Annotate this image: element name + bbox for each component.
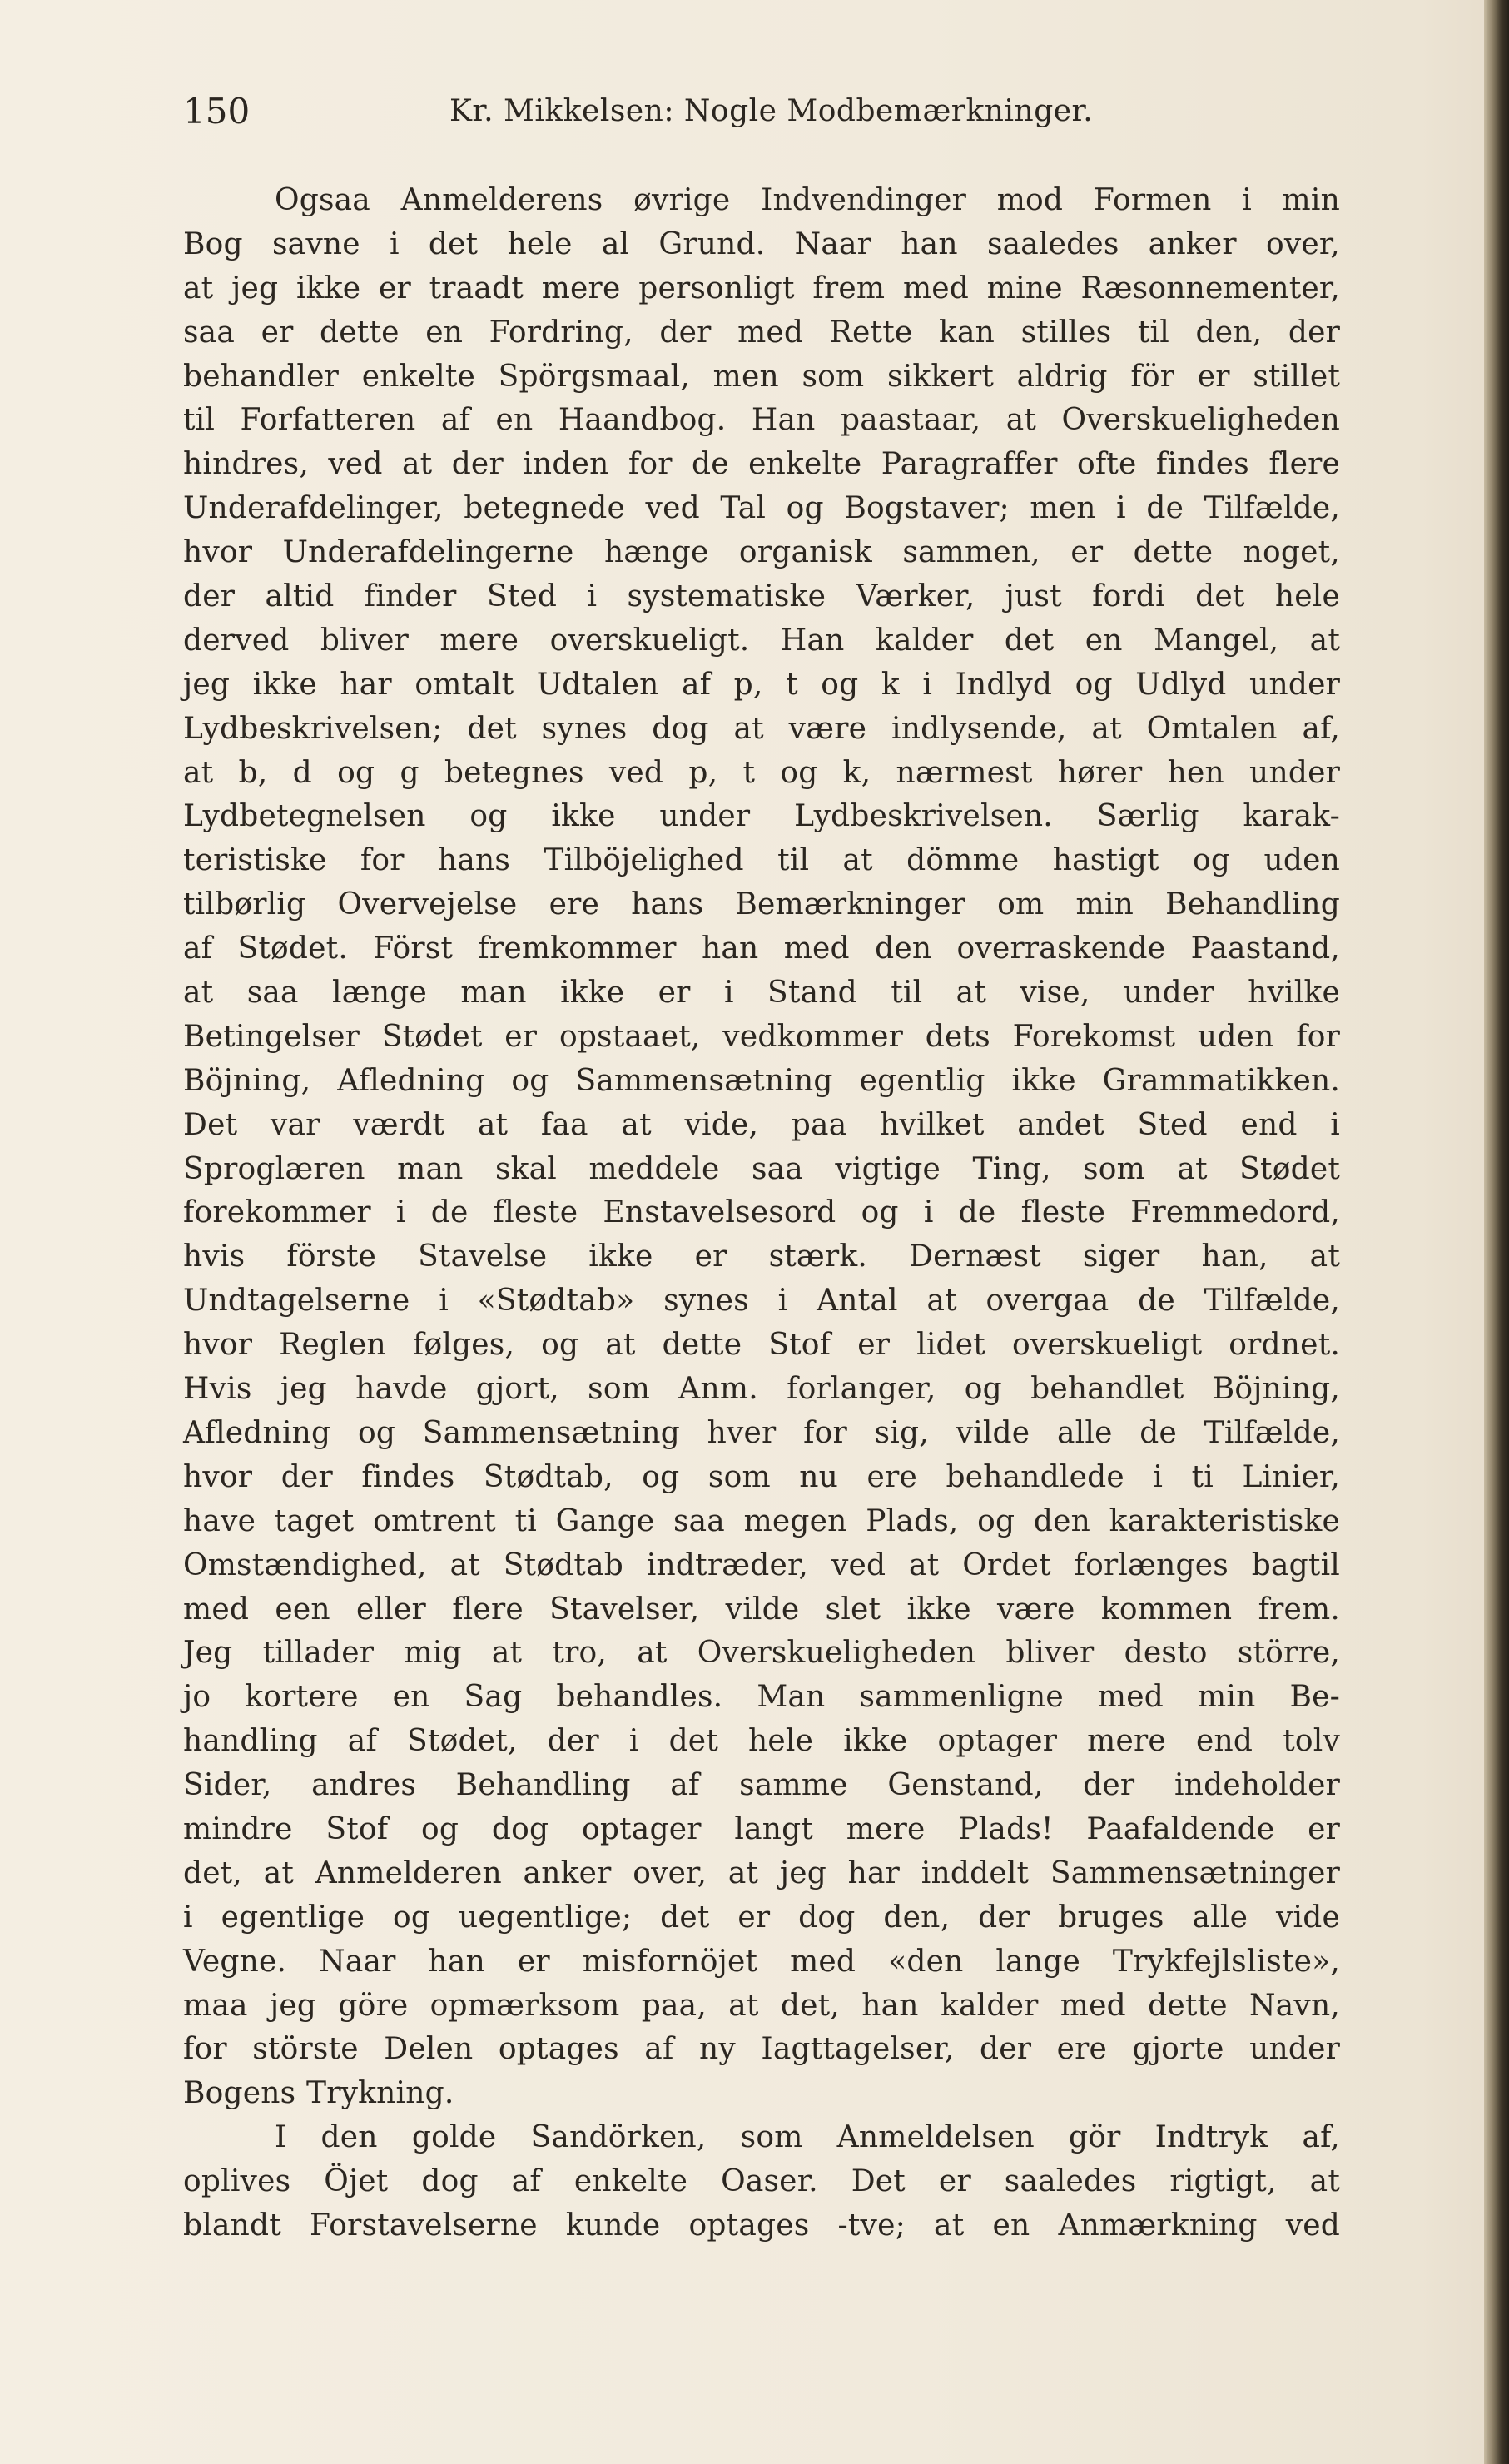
text-line: Sproglæren man skal meddele saa vigtige Ting, som at Stødet — [183, 1151, 1340, 1186]
text-line: det, at Anmelderen anker over, at jeg har inddelt Sammensætninger — [183, 1855, 1340, 1890]
text-line: Omstændighed, at Stødtab indtræder, ved at Ordet forlænges bagtil — [183, 1547, 1340, 1582]
text-line: jo kortere en Sag behandles. Man sammenligne med min Be- — [183, 1680, 1340, 1715]
text-line: I den golde Sandörken, som Anmeldelsen gör Indtryk af, — [275, 2120, 1340, 2155]
text-line: Det var værdt at faa at vide, paa hvilket andet Sted end i — [183, 1107, 1340, 1142]
text-line: hvis förste Stavelse ikke er stærk. Dernæst siger han, at — [183, 1239, 1340, 1274]
text-line: Sider, andres Behandling af samme Genstand, der indeholder — [183, 1768, 1340, 1803]
text-line: Böjning, Afledning og Sammensætning egentlig ikke Grammatikken. — [183, 1063, 1340, 1098]
text-line: Ogsaa Anmelderens øvrige Indvendinger mod Formen i min — [275, 183, 1340, 217]
text-line: hvor Reglen følges, og at dette Stof er lidet overskueligt ordnet. — [183, 1328, 1340, 1363]
text-line: Hvis jeg havde gjort, som Anm. forlanger, og behandlet Böjning, — [183, 1372, 1340, 1407]
text-line: med een eller flere Stavelser, vilde slet ikke være kommen frem. — [183, 1592, 1340, 1627]
text-line: at b, d og g betegnes ved p, t og k, nærmest hører hen under — [183, 755, 1340, 790]
paragraph — [183, 2116, 1340, 2248]
page-header — [183, 87, 1357, 137]
body-text — [183, 179, 1340, 2248]
text-line: hindres, ved at der inden for de enkelte Paragraffer ofte findes flere — [183, 447, 1340, 482]
page-edge-shadow — [1484, 0, 1509, 2464]
page-number: 150 — [183, 91, 251, 132]
text-line: hvor Underafdelingerne hænge organisk sammen, er dette noget, — [183, 535, 1340, 570]
text-line: mindre Stof og dog optager langt mere Plads! Paafaldende er — [183, 1811, 1340, 1846]
text-line: Jeg tillader mig at tro, at Overskueligheden bliver desto större, — [183, 1636, 1340, 1671]
text-line: oplives Öjet dog af enkelte Oaser. Det er saaledes rigtigt, at — [183, 2164, 1340, 2199]
text-line: til Forfatteren af en Haandbog. Han paastaar, at Overskueligheden — [183, 403, 1340, 438]
text-line: Betingelser Stødet er opstaaet, vedkommer dets Forekomst uden for — [183, 1019, 1340, 1054]
text-line: maa jeg göre opmærksom paa, at det, han kalder med dette Navn, — [183, 1988, 1340, 2023]
text-line: Bogens Trykning. — [183, 2076, 454, 2111]
text-line: teristiske for hans Tilböjelighed til at dömme hastigt og uden — [183, 843, 1340, 878]
text-line: derved bliver mere overskueligt. Han kalder det en Mangel, at — [183, 623, 1340, 658]
text-line: Lydbetegnelsen og ikke under Lydbeskrivelsen. Særlig karak- — [183, 799, 1340, 834]
text-line: saa er dette en Fordring, der med Rette kan stilles til den, der — [183, 315, 1340, 350]
text-line: Undtagelserne i «Stødtab» synes i Antal at overgaa de Tilfælde, — [183, 1284, 1340, 1319]
text-line: at saa længe man ikke er i Stand til at vise, under hvilke — [183, 976, 1340, 1011]
text-line: forekommer i de fleste Enstavelsesord og i de fleste Fremmedord, — [183, 1195, 1340, 1230]
text-line: for störste Delen optages af ny Iagttagelser, der ere gjorte under — [183, 2032, 1340, 2067]
text-line: blandt Forstavelserne kunde optages -tve; at en Anmærkning ved — [183, 2208, 1340, 2243]
text-line: hvor der findes Stødtab, og som nu ere behandlede i ti Linier, — [183, 1459, 1340, 1494]
text-line: have taget omtrent ti Gange saa megen Plads, og den karakteristiske — [183, 1503, 1340, 1538]
text-line: Underafdelinger, betegnede ved Tal og Bogstaver; men i de Tilfælde, — [183, 491, 1340, 526]
text-line: i egentlige og uegentlige; det er dog den, der bruges alle vide — [183, 1900, 1340, 1935]
text-line: Afledning og Sammensætning hver for sig, vilde alle de Tilfælde, — [183, 1415, 1340, 1450]
text-line: behandler enkelte Spörgsmaal, men som sikkert aldrig för er stillet — [183, 359, 1340, 394]
text-line: af Stødet. Först fremkommer han med den overraskende Paastand, — [183, 931, 1340, 966]
text-line: Lydbeskrivelsen; det synes dog at være indlysende, at Omtalen af, — [183, 711, 1340, 746]
text-line: Vegne. Naar han er misfornöjet med «den lange Trykfejlsliste», — [183, 1944, 1340, 1979]
text-line: der altid finder Sted i systematiske Værker, just fordi det hele — [183, 579, 1340, 614]
paragraph — [183, 179, 1340, 2116]
text-line: tilbørlig Overvejelse ere hans Bemærkninger om min Behandling — [183, 887, 1340, 922]
text-line: jeg ikke har omtalt Udtalen af p, t og k i Indlyd og Udlyd under — [183, 667, 1340, 702]
text-line: handling af Stødet, der i det hele ikke optager mere end tolv — [183, 1724, 1340, 1759]
text-line: at jeg ikke er traadt mere personligt frem med mine Ræsonnementer, — [183, 271, 1340, 306]
text-line: Bog savne i det hele al Grund. Naar han saaledes anker over, — [183, 226, 1340, 261]
running-title: Kr. Mikkelsen: Nogle Modbemærkninger. — [449, 94, 1094, 128]
